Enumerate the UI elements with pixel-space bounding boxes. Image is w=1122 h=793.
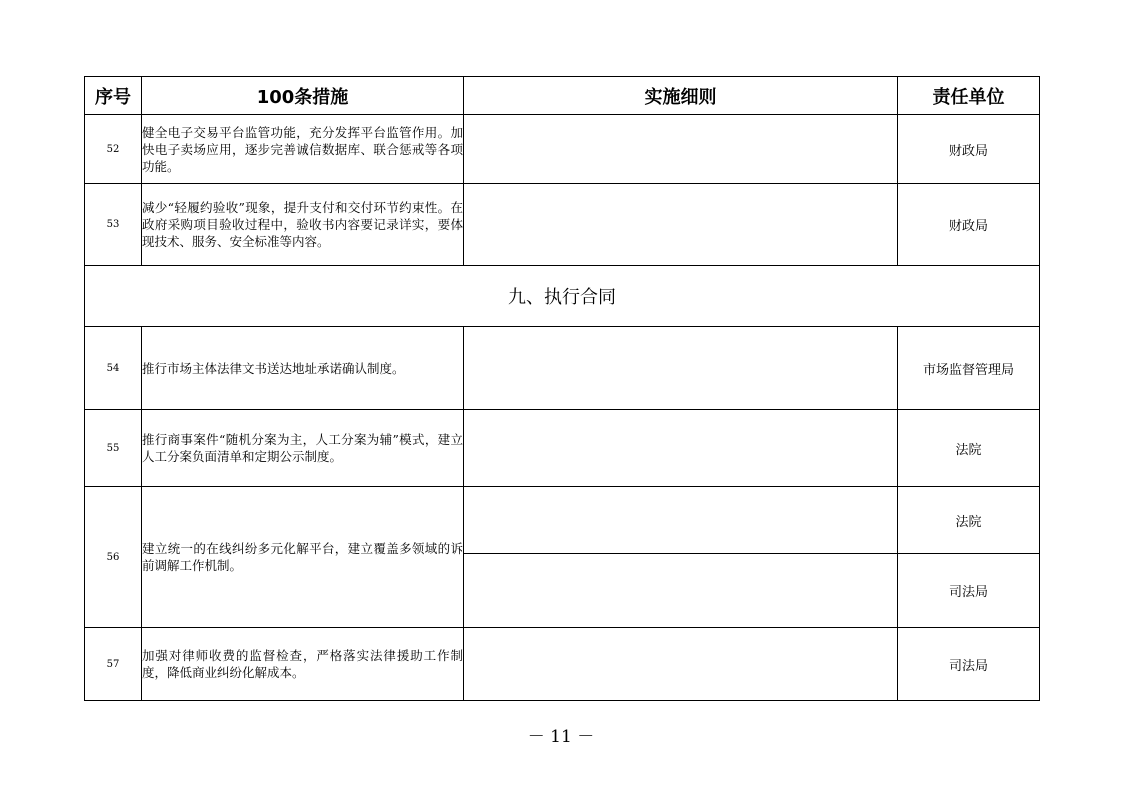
detail-cell bbox=[464, 554, 898, 628]
measure-text: 减少“轻履约验收”现象，提升支付和交付环节约束性。在政府采购项目验收过程中，验收书内容要记录详实，要体现技术、服务、安全标准等内容。 bbox=[142, 184, 464, 266]
header-seq: 序号 bbox=[85, 77, 142, 115]
header-unit: 责任单位 bbox=[898, 77, 1040, 115]
measure-text: 推行市场主体法律文书送达地址承诺确认制度。 bbox=[142, 327, 464, 410]
detail-cell bbox=[464, 115, 898, 184]
section-row bbox=[85, 266, 1040, 327]
measures-table bbox=[84, 76, 1040, 701]
table-row bbox=[85, 327, 1040, 410]
responsible-unit: 市场监督管理局 bbox=[898, 327, 1040, 410]
row-number: 54 bbox=[85, 327, 142, 410]
detail-cell bbox=[464, 410, 898, 487]
table-row bbox=[85, 487, 1040, 554]
responsible-unit: 法院 bbox=[898, 487, 1040, 554]
row-number: 55 bbox=[85, 410, 142, 487]
row-number: 57 bbox=[85, 628, 142, 701]
responsible-unit: 司法局 bbox=[898, 554, 1040, 628]
responsible-unit: 司法局 bbox=[898, 628, 1040, 701]
table-row bbox=[85, 184, 1040, 266]
measure-text: 建立统一的在线纠纷多元化解平台，建立覆盖多领域的诉前调解工作机制。 bbox=[142, 487, 464, 628]
row-number: 56 bbox=[85, 487, 142, 628]
measure-text: 推行商事案件“随机分案为主，人工分案为辅”模式，建立人工分案负面清单和定期公示制度。 bbox=[142, 410, 464, 487]
header-row bbox=[85, 77, 1040, 115]
row-number: 52 bbox=[85, 115, 142, 184]
table-row bbox=[85, 410, 1040, 487]
section-title: 九、执行合同 bbox=[85, 266, 1040, 327]
header-measure: 100条措施 bbox=[142, 77, 464, 115]
table-row bbox=[85, 115, 1040, 184]
responsible-unit: 法院 bbox=[898, 410, 1040, 487]
detail-cell bbox=[464, 184, 898, 266]
detail-cell bbox=[464, 628, 898, 701]
measure-text: 健全电子交易平台监管功能，充分发挥平台监管作用。加快电子卖场应用，逐步完善诚信数据库、联合惩戒等各项功能。 bbox=[142, 115, 464, 184]
row-number: 53 bbox=[85, 184, 142, 266]
responsible-unit: 财政局 bbox=[898, 184, 1040, 266]
responsible-unit: 财政局 bbox=[898, 115, 1040, 184]
detail-cell bbox=[464, 487, 898, 554]
header-detail: 实施细则 bbox=[464, 77, 898, 115]
table-row bbox=[85, 628, 1040, 701]
page-number: － 11 － bbox=[527, 727, 595, 747]
measure-text: 加强对律师收费的监督检查，严格落实法律援助工作制度，降低商业纠纷化解成本。 bbox=[142, 628, 464, 701]
detail-cell bbox=[464, 327, 898, 410]
